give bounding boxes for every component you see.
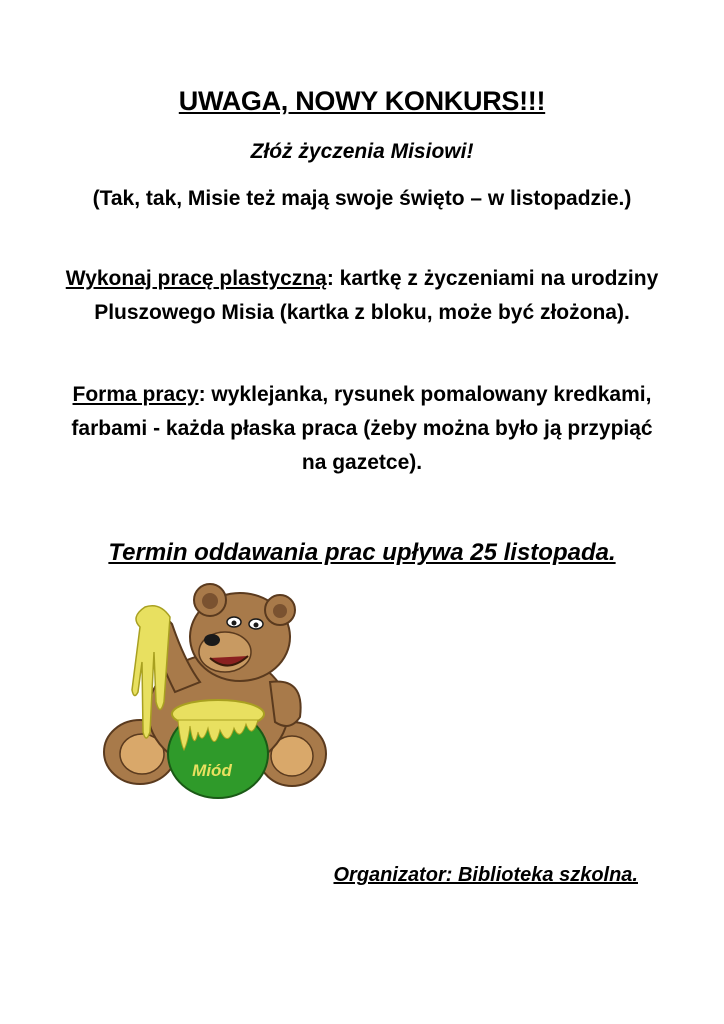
subtitle: Złóż życzenia Misiowi!: [250, 140, 474, 163]
deadline-text: Termin oddawania prac upływa 25 listopada.: [108, 539, 616, 566]
form-label: Forma pracy: [72, 383, 199, 406]
jar-label: Miód: [192, 761, 232, 780]
page-title: UWAGA, NOWY KONKURS!!!: [178, 86, 546, 116]
note-paragraph: (Tak, tak, Misie też mają swoje święto – w listopadzie.): [92, 187, 632, 210]
bear-with-honey-pot-icon: [100, 582, 330, 812]
form-paragraph: [60, 378, 664, 480]
form-text: : wyklejanka, rysunek pomalowany kredkami, farbami - każda płaska praca (żeby można było ją przypiąć na gazetce).: [71, 383, 653, 474]
task-text: : kartkę z życzeniami na urodziny Pluszowego Misia (kartka z bloku, może być złożona).: [94, 267, 659, 324]
task-label: Wykonaj pracę plastyczną: [65, 267, 327, 290]
organizer-text: Organizator: Biblioteka szkolna.: [333, 864, 638, 886]
task-paragraph: [60, 262, 664, 330]
